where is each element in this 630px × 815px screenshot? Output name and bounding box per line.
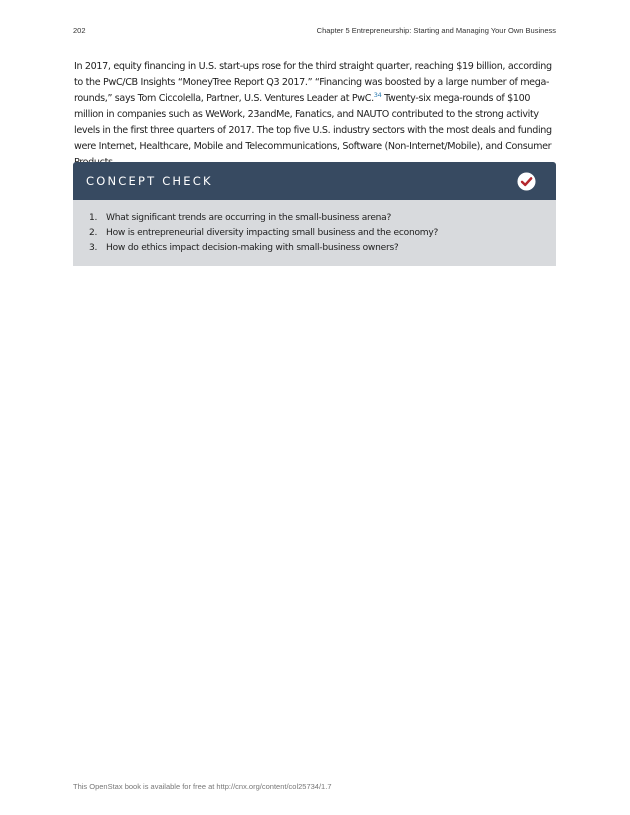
page-number: 202 (73, 26, 86, 35)
paragraph-text-part-1: In 2017, equity financing in U.S. start-ups rose for the third straight quarter, reaching $19 billion, according to the PwC/CB Insights “MoneyTree Report Q3 2017.” “Financing was boosted by a large number of mega-rounds,” says Tom Ciccolella, Partner, U.S. Ventures Leader at PwC. (74, 61, 552, 104)
list-item (89, 241, 438, 256)
checkmark-icon (517, 172, 536, 191)
list-item-number: 1. (89, 213, 98, 223)
page-footer: This OpenStax book is available for free at http://cnx.org/content/col25734/1.7 (73, 782, 332, 791)
concept-check-title: CONCEPT CHECK (86, 174, 213, 188)
concept-check-list (89, 211, 438, 256)
list-item-number: 2. (89, 228, 98, 238)
footnote-reference-link[interactable]: 34 (373, 91, 382, 99)
list-item-text: How is entrepreneurial diversity impacting small business and the economy? (106, 228, 439, 238)
list-item-text: What significant trends are occurring in the small-business arena? (106, 213, 392, 223)
body-paragraph (74, 59, 557, 171)
list-item-number: 3. (89, 243, 98, 253)
concept-check-header (73, 162, 556, 200)
list-item (89, 211, 438, 226)
concept-check-box (73, 162, 556, 266)
chapter-title: Chapter 5 Entrepreneurship: Starting and Managing Your Own Business (316, 26, 556, 35)
list-item (89, 226, 438, 241)
paragraph-text-part-2: Twenty-six mega-rounds of $100 million in companies such as WeWork, 23andMe, Fanatics, and NAUTO contributed to the strong activity levels in the first three quarters of 2017. The top five U.S. industry sectors with the most deals and funding were Internet, Healthcare, Mobile and Telecommunications, Software (Non-Internet/Mobile), and Consumer (74, 93, 552, 152)
list-item-text: How do ethics impact decision-making with small-business owners? (106, 243, 399, 253)
